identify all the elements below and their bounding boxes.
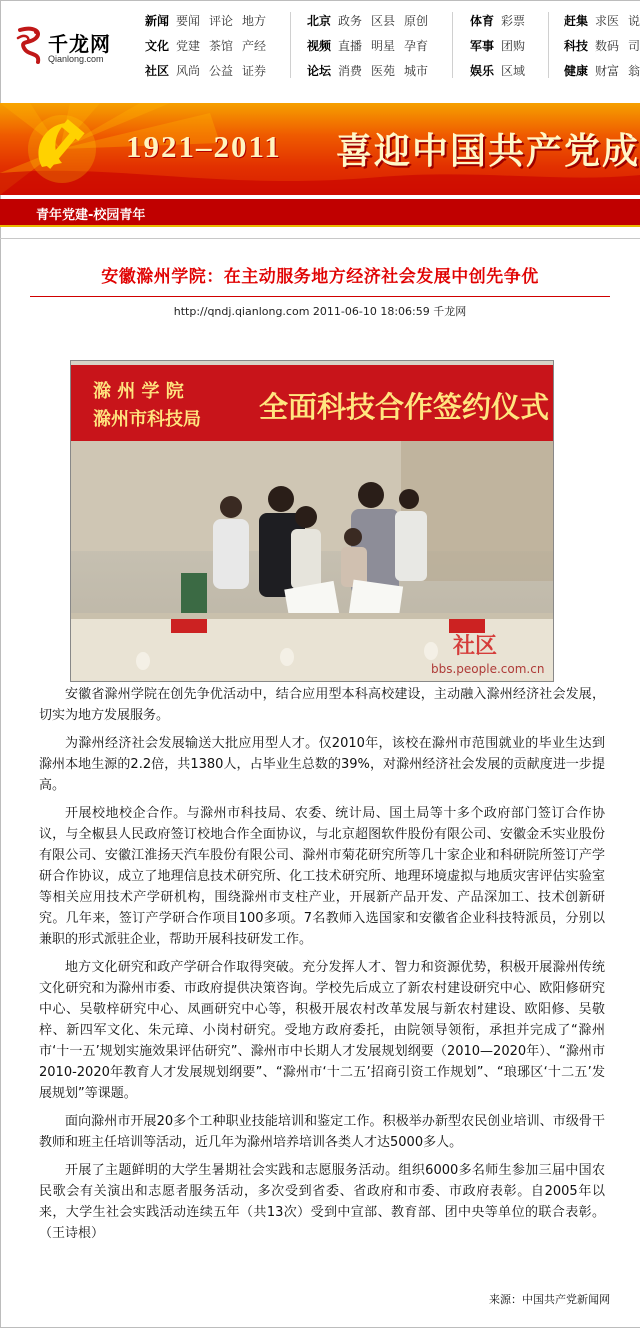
nav-link[interactable]: 社区 [145, 64, 170, 78]
nav-link[interactable]: 产经 [242, 39, 267, 53]
divider [0, 238, 640, 239]
nav-row [564, 37, 640, 62]
nav-row [307, 37, 437, 62]
article-paragraph: 安徽省滁州学院在创先争优活动中，结合应用型本科高校建设，主动融入滁州经济社会发展，切实为地方发展服务。 [39, 687, 605, 723]
nav-row [307, 62, 437, 87]
nav-group-3 [470, 12, 534, 87]
channel-header [0, 199, 640, 226]
article-paragraph: 为滁州经济社会发展输送大批应用型人才。仅2010年，该校在滁州市范围就业的毕业生达到滁州本地生源的2.2倍，共1380人，占毕业生总数的39%，对滁州经济社会发展的贡献度进一步提高。 [39, 736, 605, 793]
nav-row [307, 12, 437, 37]
article-meta: http://qndj.qianlong.com 2011-06-10 18:06:59 千龙网 [173, 305, 467, 318]
nav-divider [452, 12, 453, 78]
nav-link[interactable]: 数码 [595, 39, 620, 53]
title-divider [30, 296, 610, 297]
nav-link[interactable]: 翁 [628, 64, 640, 78]
nav-link[interactable]: 直播 [338, 39, 363, 53]
nav-link[interactable]: 求医 [595, 14, 620, 28]
nav-group-1 [145, 12, 275, 87]
article-title: 安徽滁州学院：在主动服务地方经济社会发展中创先争优 [101, 267, 539, 287]
banner-years: 1921–2011 [126, 129, 282, 164]
nav-link[interactable]: 科技 [564, 39, 589, 53]
nav-link[interactable]: 风尚 [176, 64, 201, 78]
nav-link[interactable]: 地方 [242, 14, 267, 28]
article-paragraph: 地方文化研究和政产学研合作取得突破。充分发挥人才、智力和资源优势，积极开展滁州传统文化研究和为滁州市委、市政府提供决策咨询。学校先后成立了新农村建设研究中心、欧阳修研究中心、吴敬梓研究中心、凤画研究中心等，积极开展农村改革发展与新农村建设、欧阳修、吴敬梓、新四军文化、朱元璋、小岗村研究。受地方政府委托，由院领导领衔，承担并完成了“滁州市‘十一五’规划实施效果评估研究”、滁州市中长期人才发展规划纲要（2010—2020年）、“滁州市2010-2020年教育人才发展规划纲要”、“滁州市‘十二五’招商引资工作规划”、“琅琊区‘十二五’发展规划”等课题。 [39, 960, 605, 1101]
nav-row [564, 12, 640, 37]
nav-link[interactable]: 公益 [209, 64, 234, 78]
nav-link[interactable]: 原创 [404, 14, 429, 28]
nav-row [145, 37, 275, 62]
nav-link[interactable]: 北京 [307, 14, 332, 28]
nav-link[interactable]: 证券 [242, 64, 267, 78]
nav-link[interactable]: 说 [628, 14, 640, 28]
article-body [39, 684, 605, 1251]
nav-link[interactable]: 城市 [404, 64, 429, 78]
signing-ceremony-image [71, 361, 554, 682]
site-logo[interactable] [14, 22, 134, 70]
watermark-text: 社区 [453, 634, 498, 659]
nav-link[interactable]: 军事 [470, 39, 495, 53]
nav-link[interactable]: 财富 [595, 64, 620, 78]
watermark-url: bbs.people.com.cn [431, 662, 545, 676]
nav-link[interactable]: 消费 [338, 64, 363, 78]
nav-link[interactable]: 赶集 [564, 14, 589, 28]
article-source: 来源：中国共产党新闻网 [489, 1293, 610, 1306]
nav-row [145, 12, 275, 37]
logo-name: 千龙网 [48, 32, 111, 56]
logo-domain: Qianlong.com [48, 54, 104, 64]
hammer-sickle-icon [22, 109, 102, 189]
nav-link[interactable]: 区域 [501, 64, 526, 78]
nav-divider [290, 12, 291, 78]
backdrop-text: 滁州市科技局 [93, 409, 201, 430]
banner-slogan: 喜迎中国共产党成 [336, 131, 640, 172]
nav-link[interactable]: 茶馆 [209, 39, 234, 53]
top-navigation [0, 0, 640, 92]
nav-row [470, 37, 534, 62]
backdrop-text: 全面科技合作签约仪式 [259, 390, 550, 424]
article-paragraph: 开展了主题鲜明的大学生暑期社会实践和志愿服务活动。组织6000多名师生参加三届中国农民歌会有关演出和志愿者服务活动，多次受到省委、省政府和市委、市政府表彰。自2005年以来，大学生社会实践活动连续五年（共13次）受到中宣部、教育部、团中央等单位的联合表彰。（王诗根） [39, 1163, 605, 1241]
nav-link[interactable]: 医苑 [371, 64, 396, 78]
nav-group-4 [564, 12, 640, 87]
nav-group-2 [307, 12, 437, 87]
backdrop-text: 滁 州 学 院 [93, 381, 184, 402]
nav-row [564, 62, 640, 87]
nav-link[interactable]: 视频 [307, 39, 332, 53]
nav-link[interactable]: 评论 [209, 14, 234, 28]
dragon-logo-icon [14, 24, 46, 66]
channel-label[interactable]: 青年党建-校园青年 [36, 208, 146, 223]
nav-link[interactable]: 明星 [371, 39, 396, 53]
nav-row [145, 62, 275, 87]
nav-link[interactable]: 体育 [470, 14, 495, 28]
nav-link[interactable]: 孕育 [404, 39, 429, 53]
article-photo [70, 360, 554, 682]
nav-link[interactable]: 政务 [338, 14, 363, 28]
nav-link[interactable]: 新闻 [145, 14, 170, 28]
article-paragraph: 面向滁州市开展20多个工种职业技能培训和鉴定工作。积极举办新型农民创业培训、市级骨干教师和班主任培训等活动，近几年为滁州培养培训各类人才达5000多人。 [39, 1114, 605, 1150]
nav-link[interactable]: 司 [628, 39, 640, 53]
nav-link[interactable]: 娱乐 [470, 64, 495, 78]
nav-link[interactable]: 党建 [176, 39, 201, 53]
nav-divider [548, 12, 549, 78]
nav-link[interactable]: 团购 [501, 39, 526, 53]
channel-underline [0, 225, 640, 227]
nav-link[interactable]: 文化 [145, 39, 170, 53]
nav-link[interactable]: 彩票 [501, 14, 526, 28]
nav-link[interactable]: 健康 [564, 64, 589, 78]
nav-row [470, 62, 534, 87]
nav-link[interactable]: 要闻 [176, 14, 201, 28]
nav-link[interactable]: 论坛 [307, 64, 332, 78]
party-anniversary-banner[interactable] [0, 103, 640, 195]
nav-link[interactable]: 区县 [371, 14, 396, 28]
nav-row [470, 12, 534, 37]
article-paragraph: 开展校地校企合作。与滁州市科技局、农委、统计局、国土局等十多个政府部门签订合作协议，与全椒县人民政府签订校地合作全面协议，与北京超图软件股份有限公司、安徽金禾实业股份有限公司、安徽江淮扬天汽车股份有限公司、滁州市菊花研究所等几十家企业和科研院所签订产学研合作协议，成立了地理信息技术研究所、化工技术研究所、地理环境虚拟与地质灾害评估实验室等相关应用技术产学研机构，围绕滁州市支柱产业，开展新产品开发、产品深加工、技术创新研究。几年来，签订产学研合作项目100多项。7名教师入选国家和安徽省企业科技特派员，分别以兼职的形式派驻企业，帮助开展科技研发工作。 [39, 806, 605, 947]
